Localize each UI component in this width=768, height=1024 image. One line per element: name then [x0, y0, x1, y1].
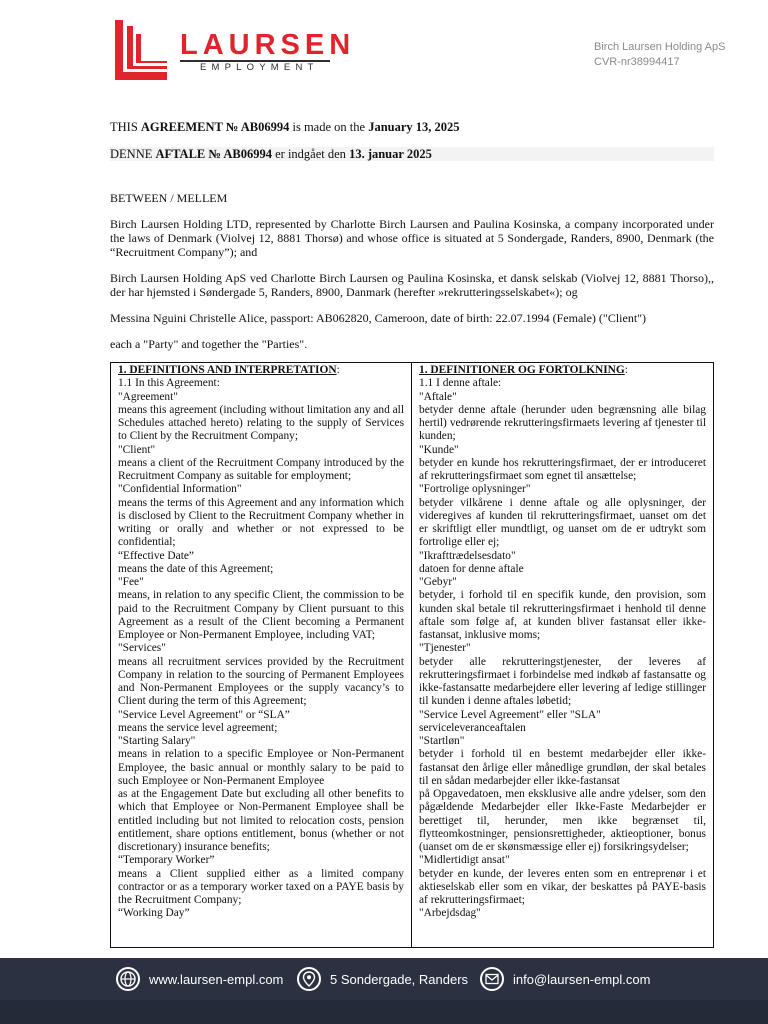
definition-line: means a client of the Recruitment Company introduced by the Recruitment Company as suitable for employment; [118, 456, 404, 482]
definition-line: "Client" [118, 443, 156, 456]
title-danish: DENNE AFTALE № AB06994 er indgået den 13. januar 2025 [110, 147, 714, 161]
definition-line: "Aftale" [419, 390, 457, 403]
email-text[interactable]: info@laursen-empl.com [513, 971, 651, 987]
definition-line: betyder i forhold til en bestemt medarbejder eller ikke-fastansat den årlige eller månedlige grundløn, der skal betales til en sådan medarbejder eller ikke-fastansat [419, 748, 706, 787]
definition-line: "Midlertidigt ansat" [419, 854, 510, 867]
definition-line: betyder, i forhold til en specifik kunde, den provision, som kunden skal betale til rekrutteringsfirmaet i henhold til denne aftale som følge af, at kunden bliver fastansat eller ikke-fastansat, inklusive moms; [419, 589, 706, 641]
definition-line: "Services" [118, 642, 166, 655]
title-english: THIS AGREEMENT № AB06994 is made on the January 13, 2025 [110, 120, 460, 134]
address-text: 5 Sondergade, Randers [330, 971, 469, 987]
definition-line: betyder alle rekrutteringstjenester, der leveres af rekrutteringsfirmaet i forbindelse med indkøb af fastansatte og ikke-fastansatte medarbejdere eller levering af ledige stillinger til kunden i denne aftales løbetid; [419, 655, 706, 708]
agreement-number-da: AFTALE № AB06994 [155, 147, 272, 161]
definition-line: “Working Day” [118, 907, 190, 920]
definition-line: means the date of this Agreement; [118, 562, 274, 575]
definition-line: "Kunde" [419, 443, 459, 456]
definition-line: "Arbejdsdag" [419, 907, 481, 920]
agreement-intro [110, 118, 714, 363]
brand-subtitle: EMPLOYMENT [180, 60, 330, 73]
definition-line: means the service level agreement; [118, 721, 278, 734]
footer-address [297, 967, 468, 991]
definitions-heading-en: 1. DEFINITIONS AND INTERPRETATION: [118, 364, 340, 376]
definition-line: “Effective Date” [118, 549, 194, 562]
definitions-english-column [111, 363, 412, 947]
footer-base [0, 1000, 768, 1024]
footer-website[interactable] [116, 967, 283, 991]
definition-line: means in relation to a specific Employee or Non-Permanent Employee, the basic annual or monthly salary to be paid to such Employee or Non-Permanent Employee [118, 748, 404, 787]
definitions-danish-column [412, 363, 713, 947]
definition-line: "Starting Salary" [118, 735, 196, 747]
definition-line: means the terms of this Agreement and any information which is disclosed by Client to the Recruitment Company whether in writing or orally and whether or not expressed to be confidential; [118, 496, 404, 549]
definition-line: betyder en kunde hos rekrutteringsfirmaet, der er introduceret af rekrutteringsfirmaet som egnet til ansættelse; [419, 456, 706, 482]
globe-icon [116, 967, 140, 991]
party-two: Messina Nguini Christelle Alice, passport: AB062820, Cameroon, date of birth: 22.07.1994 (Female) ("Client") [110, 311, 647, 325]
footer-email[interactable] [480, 967, 650, 991]
definition-line: betyder vilkårene i denne aftale og alle oplysninger, der videregives af kunden til rekrutteringsfirmaet, uanset om det er skriftligt eller mundtligt, og uanset om de er udtrykt som fortrolige eller ej; [419, 496, 706, 549]
definition-line: på Opgavedatoen, men eksklusive alle andre ydelser, som den pågældende Medarbejder eller Ikke-Faste Medarbejder er berettiget til, herunder, men ikke begrænset til, flytteomkostninger, pensionsrettigheder, aktieoptioner, bonus (uanset om de er skønsmæssige eller ej) forsikringsydelser; [419, 788, 706, 853]
agreement-number-en: AGREEMENT № AB06994 [140, 120, 290, 134]
definition-line: "Tjenester" [419, 642, 471, 655]
definitions-table [110, 362, 714, 948]
definition-line: datoen for denne aftale [419, 562, 524, 575]
location-pin-icon [297, 967, 321, 991]
definitions-heading-da: 1. DEFINITIONER OG FORTOLKNING: [419, 364, 628, 376]
company-info [594, 40, 725, 70]
between-heading: BETWEEN / MELLEM [110, 191, 228, 205]
definition-line: betyder denne aftale (herunder uden begrænsning alle bilag hertil) vedrørende rekrutteringsfirmaets levering af tjenester til kunden; [419, 403, 706, 443]
website-text[interactable]: www.laursen-empl.com [149, 971, 284, 987]
laursen-logo-icon [113, 18, 169, 82]
party-one-danish: Birch Laursen Holding ApS ved Charlotte Birch Laursen og Paulina Kosinska, et dansk selskab (Violvej 12, 8881 Thorso),, der har hjemsted i Søndergade 5, Randers, 8900, Danmark (herefter »rekrutteringsselskabet«); og [110, 271, 714, 299]
agreement-date-da: 13. januar 2025 [349, 147, 432, 161]
definition-line: means all recruitment services provided by the Recruitment Company in relation to the sourcing of Permanent Employees and Non-Permanent Employees or the supply vacancy’s to Client during the term of this Agreement; [118, 655, 404, 708]
definition-line: 1.1 I denne aftale: [419, 377, 502, 390]
definition-line: "Fortrolige oplysninger" [419, 483, 531, 496]
definition-line: "Service Level Agreement" or “SLA” [118, 708, 290, 721]
definition-line: “Temporary Worker” [118, 854, 215, 867]
party-one-english: Birch Laursen Holding LTD, represented by Charlotte Birch Laursen and Paulina Kosinska, a company incorporated under the laws of Denmark (Violvej 12, 8881 Thorsø) and whose office is situated at 5 Sondergade, Randers, 8900, Denmark (the “Recruitment Company”); and [110, 217, 714, 259]
definition-line: "Confidential Information" [118, 483, 242, 496]
definition-line: means a Client supplied either as a limited company contractor or as a temporary worker taxed on a PAYE basis by the Recruitment Company; [118, 867, 404, 906]
definition-line: means this agreement (including without limitation any and all Schedules attached hereto) relating to the supply of Services to Client by the Recruitment Company; [118, 403, 404, 443]
definition-line: betyder en kunde, der leveres enten som en entreprenør i et aktieselskab eller som en vikar, der beskattes på PAYE-basis af rekrutteringsfirmaet; [419, 867, 706, 906]
definition-line: "Startløn" [419, 735, 465, 747]
company-name: Birch Laursen Holding ApS [594, 41, 726, 53]
company-cvr: CVR-nr38994417 [594, 56, 680, 68]
definition-line: 1.1 In this Agreement: [118, 377, 220, 390]
agreement-date-en: January 13, 2025 [368, 120, 460, 134]
parties-definition: each a "Party" and together the "Parties". [110, 337, 308, 351]
letterhead [0, 0, 768, 108]
definition-line: "Agreement" [118, 390, 178, 403]
definition-line: "Service Level Agreement" eller "SLA" [419, 708, 601, 721]
definition-line: as at the Engagement Date but excluding all other benefits to which that Employee or Non-Permanent Employee shall be entitled including but not limited to relocation costs, pension entitlement, share options entitlement, bonus (whether or not discretionary) insurance benefits; [118, 788, 404, 853]
mail-icon [480, 967, 504, 991]
definition-line: means, in relation to any specific Client, the commission to be paid to the Recruitment Company by Client pursuant to this Agreement as a result of the Client becoming a Permanent Employee or Non-Permanent Employee, including VAT; [118, 589, 404, 641]
definition-line: "Gebyr" [419, 576, 457, 588]
definition-line: "Fee" [118, 576, 144, 588]
brand-name: LAURSEN [180, 29, 356, 61]
definition-line: "Ikrafttrædelsesdato" [419, 549, 516, 562]
definition-line: serviceleveranceaftalen [419, 721, 526, 734]
brand-wordmark [180, 30, 355, 73]
